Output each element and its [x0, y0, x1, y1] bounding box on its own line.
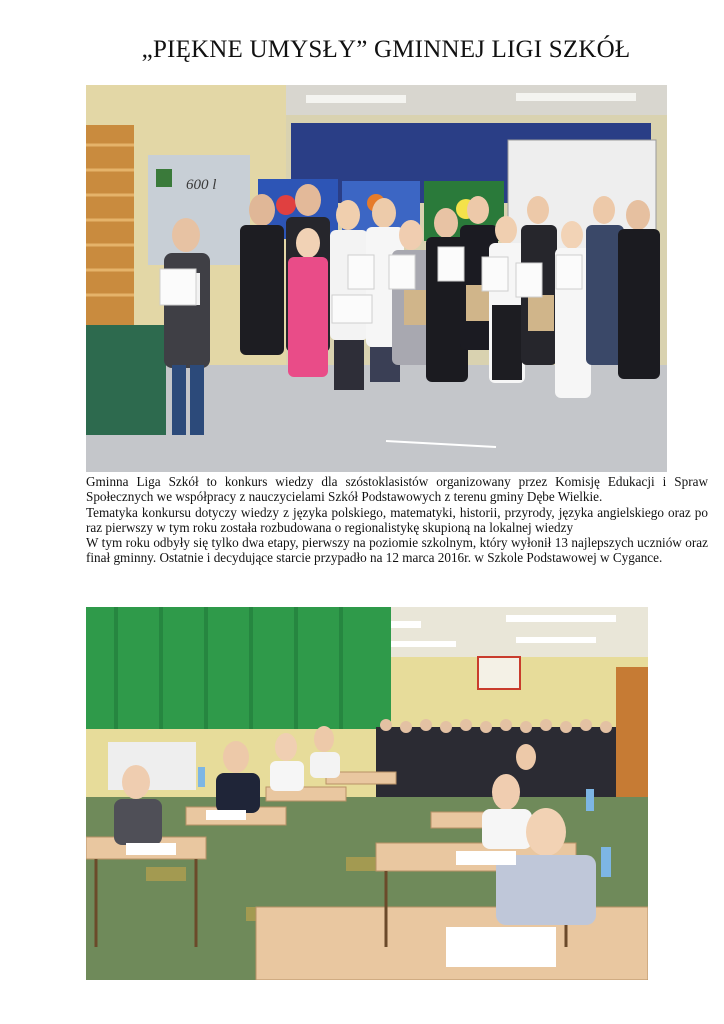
document-title: „PIĘKNE UMYSŁY” GMINNEJ LIGI SZKÓŁ [141, 36, 631, 63]
group-photo [86, 85, 667, 472]
article-text [86, 474, 708, 566]
paragraph-intro: Gminna Liga Szkół to konkurs wiedzy dla szóstoklasistów organizowany przez Komisję Edukacji i Spraw Społecznych we współpracy z nauczycielami Szkół Podstawowych z terenu gminy Dębe Wielkie. [86, 474, 708, 505]
exam-photo [86, 607, 648, 980]
banner-text: 600 l [186, 177, 217, 193]
paragraph-stages: W tym roku odbyły się tylko dwa etapy, pierwszy na poziomie szkolnym, który wyłonił 13 najlepszych uczniów oraz finał gminny. Ostatnie i decydujące starcie przypadło na 12 marca 2016r. w Szkole Podstawowej w Cygance. [86, 535, 708, 566]
paragraph-topics: Tematyka konkursu dotyczy wiedzy z języka polskiego, matematyki, historii, przyrody, języka angielskiego oraz po raz pierwszy w tym roku została rozbudowana o regionalistykę skupioną na lokalnej wiedzy [86, 504, 708, 535]
